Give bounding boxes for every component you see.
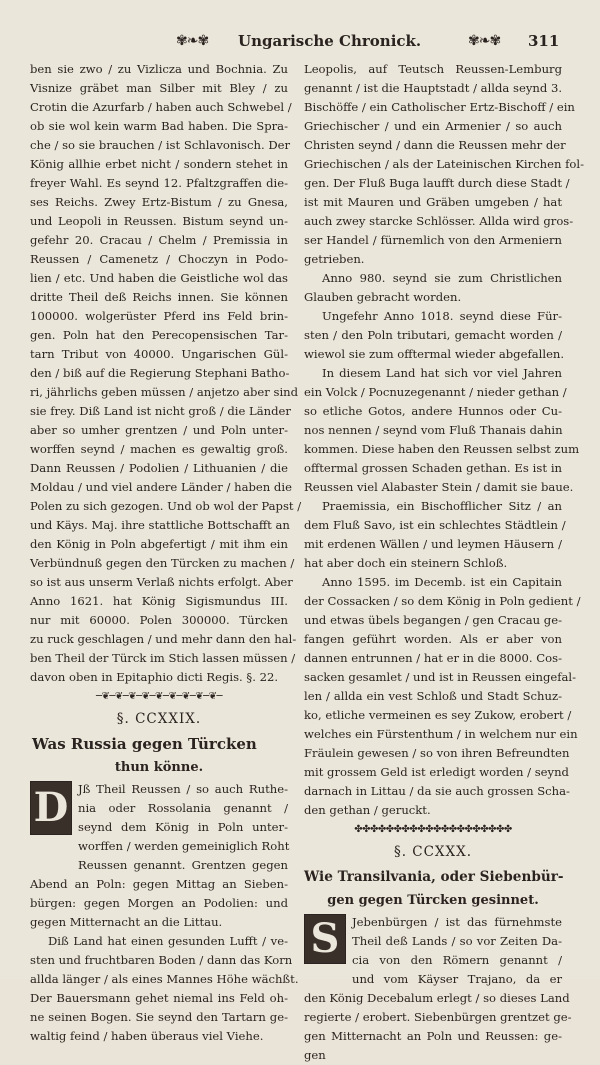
right-column bbox=[304, 60, 585, 1065]
text-line: ob sie wol kein warm Bad haben. Die Spra- bbox=[30, 119, 288, 133]
text-line: In diesem Land hat sich vor viel Jahren bbox=[322, 366, 562, 380]
text-line: getrieben. bbox=[304, 252, 365, 266]
text-line: und etwas übels begangen / gen Cracau ge- bbox=[304, 613, 562, 627]
text-line: mit erdenen Wällen / und leymen Häusern / bbox=[304, 537, 562, 551]
section-heading-continued: gen gegen Türcken gesinnet. bbox=[327, 893, 539, 908]
text-line: ben Theil der Türck im Stich lassen müssen / bbox=[30, 651, 296, 665]
right-paragraphs bbox=[304, 60, 585, 820]
section-heading: Was Russia gegen Türcken bbox=[32, 735, 257, 753]
text-line: fangen geführt worden. Als er aber von bbox=[304, 632, 562, 646]
text-line: nia oder Rossolania genannt / bbox=[78, 801, 288, 815]
text-line: gen bbox=[304, 1048, 326, 1062]
text-line: so ist aus unserm Verlaß nichts erfolgt. Aber bbox=[30, 575, 293, 589]
text-line: Der Bauersmann gehet niemal ins Feld oh- bbox=[30, 991, 288, 1005]
text-line: König allhie erbet nicht / sondern stehet in bbox=[30, 157, 288, 171]
text-line: darnach in Littau / da sie auch grossen Scha- bbox=[304, 784, 570, 798]
text-line: und Leopoli in Reussen. Bistum seynd un- bbox=[30, 214, 288, 228]
text-line: dannen entrunnen / hat er in die 8000. Cos- bbox=[304, 651, 562, 665]
text-line: ri, jährlichs geben müssen / anjetzo aber sind bbox=[30, 385, 299, 399]
text-line: wiewol sie zum offtermal wieder abgefallen. bbox=[304, 347, 565, 361]
text-line: Verbündnuß gegen den Türcken zu machen / bbox=[30, 556, 295, 570]
text-line: so etliche Gotos, andere Hunnos oder Cu- bbox=[304, 404, 562, 418]
text-line: Abend an Poln: gegen Mittag an Sieben- bbox=[30, 877, 288, 891]
text-line: waltig feind / haben überaus viel Viehe. bbox=[30, 1029, 264, 1043]
text-line: Griechischer / und ein Armenier / so auch bbox=[304, 119, 562, 133]
text-line: bürgen: gegen Morgen an Podolien: und bbox=[30, 896, 288, 910]
text-line: allda länger / als eines Mannes Höhe wächßt. bbox=[30, 972, 299, 986]
text-line: worffen / werden gemeiniglich Roht bbox=[78, 839, 290, 853]
text-line: nos nennen / seynd vom Fluß Thanais dahin bbox=[304, 423, 563, 437]
text-line: den / biß auf die Regierung Stephani Batho- bbox=[30, 366, 290, 380]
text-line: Anno 980. seynd sie zum Christlichen bbox=[322, 271, 562, 285]
section-number: §. CCXXX. bbox=[393, 844, 473, 860]
text-line: dem Fluß Savo, ist ein schlechtes Städtlein / bbox=[304, 518, 566, 532]
text-line: lien / etc. Und haben die Geistliche wol das bbox=[30, 271, 288, 285]
decorative-initial: S bbox=[304, 914, 346, 964]
text-line: Ungefehr Anno 1018. seynd diese Für- bbox=[322, 309, 562, 323]
text-line: aber so umher grentzen / und Poln unter- bbox=[30, 423, 288, 437]
running-title: Ungarische Chronick. bbox=[238, 32, 422, 50]
text-line: nur mit 60000. Polen 300000. Türcken bbox=[30, 613, 288, 627]
section-number: §. CCXXIX. bbox=[116, 711, 202, 727]
text-line: gen. Der Fluß Buga laufft durch diese Stadt / bbox=[304, 176, 570, 190]
text-line: gegen Mitternacht an die Littau. bbox=[30, 915, 223, 929]
header-ornament-right: ✾❧✾ bbox=[468, 33, 501, 49]
text-line: den König Decebalum erlegt / so dieses Land bbox=[304, 991, 570, 1005]
text-line: ist mit Mauren und Gräben umgeben / hat bbox=[304, 195, 562, 209]
text-line: genannt / ist die Hauptstadt / allda seynd 3. bbox=[304, 81, 563, 95]
text-line: der Cossacken / so dem König in Poln gedient / bbox=[304, 594, 581, 608]
text-line: offtermal grossen Schaden gethan. Es ist in bbox=[304, 461, 562, 475]
text-line: Jß Theil Reussen / so auch Ruthe- bbox=[78, 782, 288, 796]
text-line: und vom Käyser Trajano, da er bbox=[352, 972, 562, 986]
text-line: auch zwey starcke Schlösser. Allda wird gros- bbox=[304, 214, 574, 228]
text-line: Moldau / und viel andere Länder / haben die bbox=[30, 480, 292, 494]
right-paragraphs-continued bbox=[304, 989, 572, 1065]
text-line: sten und fruchtbaren Boden / dann das Korn bbox=[30, 953, 293, 967]
text-line: Visnize gräbet man Silber mit Bley / zu bbox=[30, 81, 288, 95]
text-line: Anno 1595. im Decemb. ist ein Capitain bbox=[322, 575, 562, 589]
text-line: gen Mitternacht an Poln und Reussen: ge- bbox=[304, 1029, 562, 1043]
section-divider-ornament: ─❦─❦─❦─❦─❦─❦─❦─❦─❦─ bbox=[95, 691, 223, 702]
text-line: Theil deß Lands / so vor Zeiten Da- bbox=[352, 934, 562, 948]
text-line: hat aber doch ein steinern Schloß. bbox=[304, 556, 508, 570]
left-paragraphs bbox=[30, 60, 302, 687]
text-line: sten / den Poln tributari, gemacht worden / bbox=[304, 328, 562, 342]
text-line: ein Volck / Pocnuzegenannt / nieder gethan / bbox=[304, 385, 567, 399]
text-line: ben sie zwo / zu Vizlicza und Bochnia. Zu bbox=[30, 62, 288, 76]
text-line: Anno 1621. hat König Sigismundus III. bbox=[30, 594, 288, 608]
text-line: Fräulein gewesen / so von ihren Befreundten bbox=[304, 746, 570, 760]
text-line: Dann Reussen / Podolien / Lithuanien / die bbox=[30, 461, 288, 475]
text-line: tarn Tribut von 40000. Ungarischen Gül- bbox=[30, 347, 288, 361]
text-line: freyer Wahl. Es seynd 12. Pfaltzgraffen die- bbox=[30, 176, 288, 190]
text-line: Reussen genannt. Grentzen gegen bbox=[78, 858, 288, 872]
text-line: dritte Theil deß Reichs innen. Sie können bbox=[30, 290, 288, 304]
dropcap-paragraph bbox=[30, 780, 288, 875]
text-line: seynd dem König in Poln unter- bbox=[78, 820, 288, 834]
text-line: Glauben gebracht worden. bbox=[304, 290, 462, 304]
text-line: Diß Land hat einen gesunden Lufft / ve- bbox=[48, 934, 288, 948]
decorative-initial: D bbox=[30, 781, 72, 835]
text-line: Leopolis, auf Teutsch Reussen-Lemburg bbox=[304, 62, 562, 76]
text-line: ses Reichs. Zwey Ertz-Bistum / zu Gnesa, bbox=[30, 195, 288, 209]
text-line: Jebenbürgen / ist das fürnehmste bbox=[352, 915, 562, 929]
text-line: davon oben in Epitaphio dicti Regis. §. 22. bbox=[30, 670, 279, 684]
text-line: zu ruck geschlagen / und mehr dann den hal- bbox=[30, 632, 297, 646]
text-line: cia von den Römern genannt / bbox=[352, 953, 562, 967]
text-line: gen. Poln hat den Perecopensischen Tar- bbox=[30, 328, 288, 342]
text-line: Bischöffe / ein Catholischer Ertz-Bischoff / ein bbox=[304, 100, 575, 114]
running-header bbox=[0, 30, 600, 56]
text-line: mit grossem Geld ist erledigt worden / seynd bbox=[304, 765, 569, 779]
dropcap-paragraph bbox=[304, 913, 562, 989]
text-line: che / so sie brauchen / ist Schlavonisch. Der bbox=[30, 138, 291, 152]
text-line: Reussen / Camenetz / Choczyn in Podo- bbox=[30, 252, 288, 266]
header-ornament-left: ✾❧✾ bbox=[176, 33, 209, 49]
text-line: den König in Poln abgefertigt / mit ihm ein bbox=[30, 537, 288, 551]
text-line: Christen seynd / dann die Reussen mehr der bbox=[304, 138, 566, 152]
text-line: kommen. Diese haben den Reussen selbst zum bbox=[304, 442, 580, 456]
text-line: welches ein Fürstenthum / in welchem nur ein bbox=[304, 727, 578, 741]
section-divider-ornament: ✤✤✤✤✤✤✤✤✤✤✤✤✤✤✤✤✤✤✤✤ bbox=[354, 824, 512, 835]
text-line: Crotin die Azurfarb / haben auch Schwebel / bbox=[30, 100, 292, 114]
page-number: 311 bbox=[528, 32, 560, 50]
text-line: regierte / erobert. Siebenbürgen grentzet ge- bbox=[304, 1010, 572, 1024]
text-line: sacken gesamlet / und ist in Reussen eingefal- bbox=[304, 670, 577, 684]
text-line: Griechischen / als der Lateinischen Kirchen fol- bbox=[304, 157, 585, 171]
text-line: Praemissia, ein Bischofflicher Sitz / an bbox=[322, 499, 562, 513]
text-line: Reussen viel Alabaster Stein / damit sie baue. bbox=[304, 480, 574, 494]
text-line: 100000. wolgerüster Pferd ins Feld brin- bbox=[30, 309, 288, 323]
left-paragraphs-continued bbox=[30, 875, 299, 1046]
text-line: ne seinen Bogen. Sie seynd den Tartarn ge- bbox=[30, 1010, 288, 1024]
section-heading-continued: thun könne. bbox=[114, 760, 204, 775]
text-line: ser Handel / fürnemlich von den Armeniern bbox=[304, 233, 562, 247]
text-line: len / allda ein vest Schloß und Stadt Schuz- bbox=[304, 689, 562, 703]
text-line: worffen seynd / machen es gewaltig groß. bbox=[30, 442, 288, 456]
text-line: ko, etliche vermeinen es sey Zukow, erobert / bbox=[304, 708, 572, 722]
section-heading: Wie Transilvania, oder Siebenbür- bbox=[304, 869, 564, 885]
left-column bbox=[30, 60, 302, 1046]
text-line: sie frey. Diß Land ist nicht groß / die Länder bbox=[30, 404, 291, 418]
text-line: und Käys. Maj. ihre stattliche Bottschafft an bbox=[30, 518, 290, 532]
text-line: den gethan / geruckt. bbox=[304, 803, 431, 817]
text-line: gefehr 20. Cracau / Chelm / Premissia in bbox=[30, 233, 288, 247]
text-line: Polen zu sich gezogen. Und ob wol der Papst / bbox=[30, 499, 302, 513]
